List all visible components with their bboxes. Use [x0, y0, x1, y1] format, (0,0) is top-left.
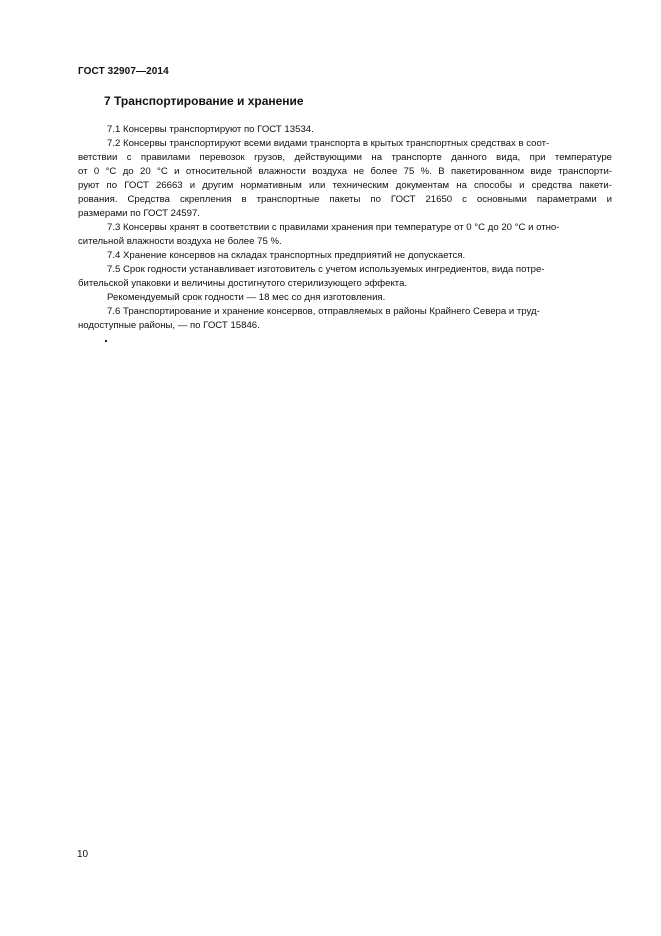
text-line: ветствии с правилами перевозок грузов, действующими на транспорте данного вида, при температуре	[78, 152, 612, 163]
text-line: размерами по ГОСТ 24597.	[78, 208, 200, 219]
text-line: сительной влажности воздуха не более 75 %.	[78, 236, 282, 247]
text-line: руют по ГОСТ 26663 и другим нормативным или техническим документам на способы и средства пакети-	[78, 180, 612, 191]
page-number: 10	[77, 849, 89, 860]
text-line: Рекомендуемый срок годности — 18 мес со дня изготовления.	[107, 292, 386, 303]
section-title: 7 Транспортирование и хранение	[104, 94, 304, 108]
document-code-header: ГОСТ 32907—2014	[78, 66, 169, 77]
text-line: 7.5 Срок годности устанавливает изготовитель с учетом используемых ингредиентов, вида потре-	[107, 264, 545, 275]
text-line: 7.4 Хранение консервов на складах транспортных предприятий не допускается.	[107, 250, 466, 261]
text-line: рования. Средства скрепления в транспортные пакеты по ГОСТ 21650 с основными параметрами и	[78, 194, 612, 205]
small-mark	[105, 340, 107, 342]
text-line: 7.3 Консервы хранят в соответствии с правилами хранения при температуре от 0 °С до 20 °С и отно-	[107, 222, 560, 233]
text-line: 7.2 Консервы транспортируют всеми видами транспорта в крытых транспортных средствах в соот-	[107, 138, 550, 149]
text-line: нодоступные районы, — по ГОСТ 15846.	[78, 320, 260, 331]
text-line: бительской упаковки и величины достигнутого стерилизующего эффекта.	[78, 278, 408, 289]
text-line: 7.1 Консервы транспортируют по ГОСТ 13534.	[107, 124, 314, 135]
text-line: 7.6 Транспортирование и хранение консервов, отправляемых в районы Крайнего Севера и труд-	[107, 306, 540, 317]
text-line: от 0 °С до 20 °С и относительной влажности воздуха не более 75 %. В пакетированном виде транспорти-	[78, 166, 612, 177]
